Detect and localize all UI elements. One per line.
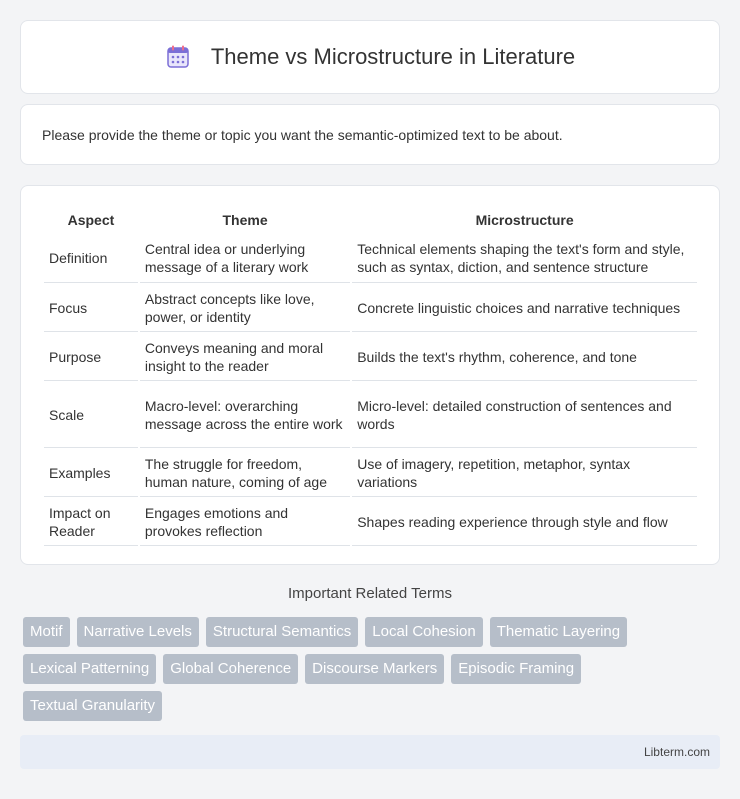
related-term-tag[interactable]: Lexical Patterning <box>23 654 156 684</box>
theme-cell: The struggle for freedom, human nature, coming of age <box>140 450 350 497</box>
theme-cell: Central idea or underlying message of a literary work <box>140 234 350 283</box>
related-term-tag[interactable]: Textual Granularity <box>23 691 162 721</box>
table-row <box>44 499 697 546</box>
comparison-table <box>42 206 699 548</box>
microstructure-cell: Technical elements shaping the text's form and style, such as syntax, diction, and sentence structure <box>352 234 697 283</box>
page-title: Theme vs Microstructure in Literature <box>210 44 576 69</box>
theme-cell: Engages emotions and provokes reflection <box>140 499 350 546</box>
microstructure-cell: Builds the text's rhythm, coherence, and tone <box>352 334 697 381</box>
table-header-row <box>44 208 697 232</box>
aspect-cell: Impact on Reader <box>44 499 138 546</box>
calendar-icon <box>165 44 191 70</box>
aspect-cell: Examples <box>44 450 138 497</box>
related-terms-list <box>23 617 723 721</box>
aspect-cell: Purpose <box>44 334 138 381</box>
prompt-card <box>20 104 720 165</box>
related-term-tag[interactable]: Thematic Layering <box>490 617 627 647</box>
column-header: Microstructure <box>475 212 574 228</box>
related-term-tag[interactable]: Narrative Levels <box>77 617 199 647</box>
header-card <box>20 20 720 94</box>
microstructure-cell: Shapes reading experience through style and flow <box>352 499 697 546</box>
table-row <box>44 334 697 381</box>
microstructure-cell: Use of imagery, repetition, metaphor, syntax variations <box>352 450 697 497</box>
column-header: Theme <box>222 212 268 228</box>
related-term-tag[interactable]: Motif <box>23 617 70 647</box>
microstructure-cell: Micro-level: detailed construction of sentences and words <box>352 383 697 448</box>
table-row <box>44 285 697 332</box>
theme-cell: Abstract concepts like love, power, or identity <box>140 285 350 332</box>
related-term-tag[interactable]: Episodic Framing <box>451 654 581 684</box>
table-row <box>44 234 697 283</box>
comparison-table-card <box>20 185 720 565</box>
aspect-cell: Focus <box>44 285 138 332</box>
related-term-tag[interactable]: Local Cohesion <box>365 617 482 647</box>
footer-brand-link[interactable]: Libterm.com <box>643 745 710 759</box>
related-term-tag[interactable]: Structural Semantics <box>206 617 358 647</box>
table-row <box>44 383 697 448</box>
prompt-text: Please provide the theme or topic you want the semantic-optimized text to be about. <box>42 126 563 143</box>
aspect-cell: Definition <box>44 234 138 283</box>
theme-cell: Macro-level: overarching message across the entire work <box>140 383 350 448</box>
theme-cell: Conveys meaning and moral insight to the reader <box>140 334 350 381</box>
related-terms-title: Important Related Terms <box>288 585 452 602</box>
related-term-tag[interactable]: Global Coherence <box>163 654 298 684</box>
microstructure-cell: Concrete linguistic choices and narrative techniques <box>352 285 697 332</box>
column-header: Aspect <box>67 212 115 228</box>
footer <box>20 735 720 769</box>
related-term-tag[interactable]: Discourse Markers <box>305 654 444 684</box>
table-row <box>44 450 697 497</box>
aspect-cell: Scale <box>44 383 138 448</box>
